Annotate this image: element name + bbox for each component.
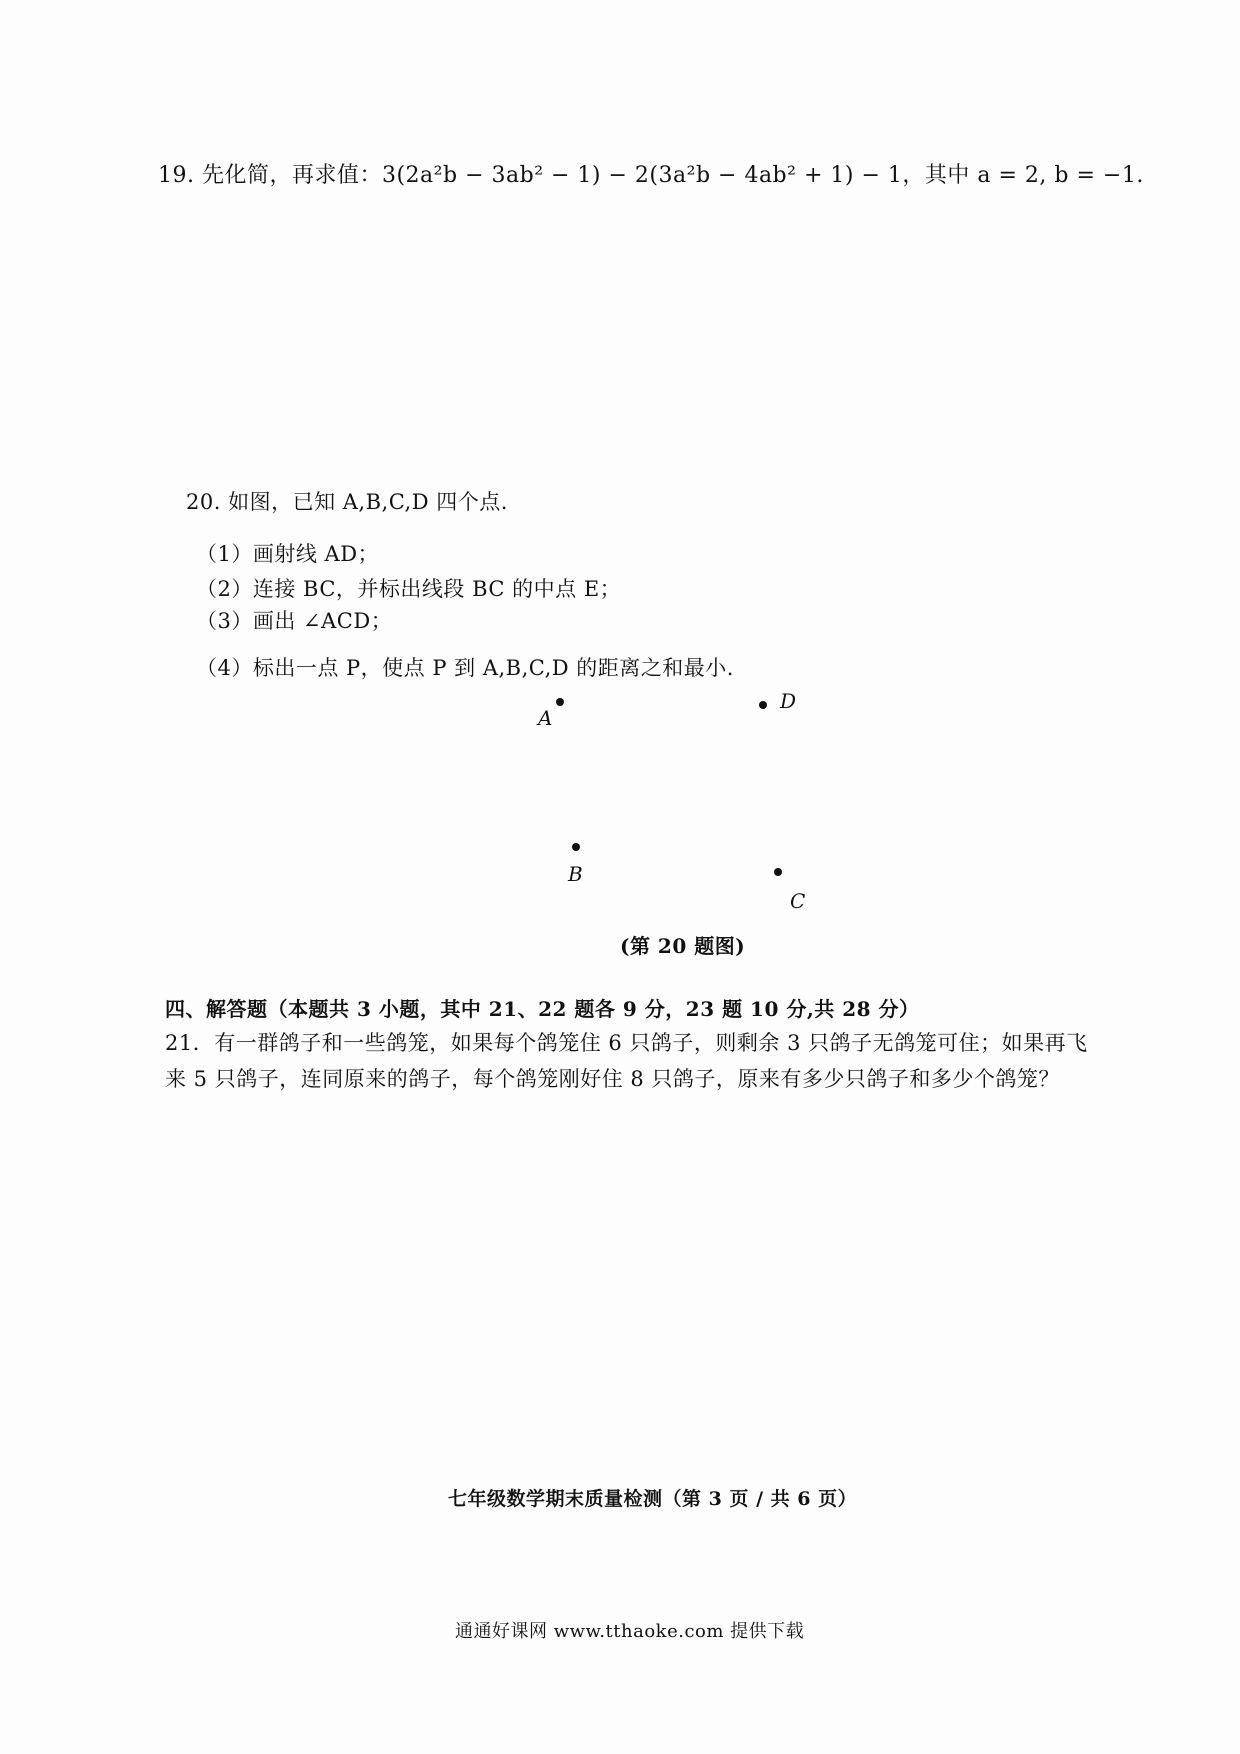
point-b-label: B	[568, 862, 583, 886]
question-20-step-4: （4）标出一点 P，使点 P 到 A,B,C,D 的距离之和最小.	[196, 656, 734, 680]
point-a-label: A	[538, 706, 553, 730]
point-c-dot	[774, 868, 782, 876]
question-19: 19. 先化简，再求值：3(2a²b − 3ab² − 1) − 2(3a²b − 4ab² + 1) − 1，其中 a = 2, b = −1.	[158, 163, 1144, 188]
point-c-label: C	[790, 889, 806, 913]
question-20-figure	[500, 680, 840, 920]
download-watermark: 通通好课网 www.tthaoke.com 提供下载	[455, 1621, 805, 1642]
question-20-step-2: （2）连接 BC，并标出线段 BC 的中点 E；	[196, 577, 622, 601]
point-b-dot	[572, 843, 580, 851]
question-20-step-3: （3）画出 ∠ACD；	[196, 609, 393, 633]
question-20-step-1: （1）画射线 AD；	[196, 542, 380, 566]
section-4-heading: 四、解答题（本题共 3 小题，其中 21、22 题各 9 分，23 题 10 分,共 28 分）	[165, 997, 920, 1021]
page-footer: 七年级数学期末质量检测（第 3 页 / 共 6 页）	[448, 1488, 858, 1510]
question-20-title: 20. 如图，已知 A,B,C,D 四个点.	[186, 490, 508, 514]
figure-20-caption: (第 20 题图)	[620, 934, 746, 958]
point-d-label: D	[780, 689, 797, 713]
question-21-line-2: 来 5 只鸽子，连同原来的鸽子，每个鸽笼刚好住 8 只鸽子，原来有多少只鸽子和多少个鸽笼？	[165, 1067, 1060, 1091]
point-a-dot	[556, 698, 564, 706]
point-d-dot	[759, 701, 767, 709]
question-21-line-1: 21．有一群鸽子和一些鸽笼，如果每个鸽笼住 6 只鸽子，则剩余 3 只鸽子无鸽笼可住；如果再飞	[165, 1031, 1088, 1055]
